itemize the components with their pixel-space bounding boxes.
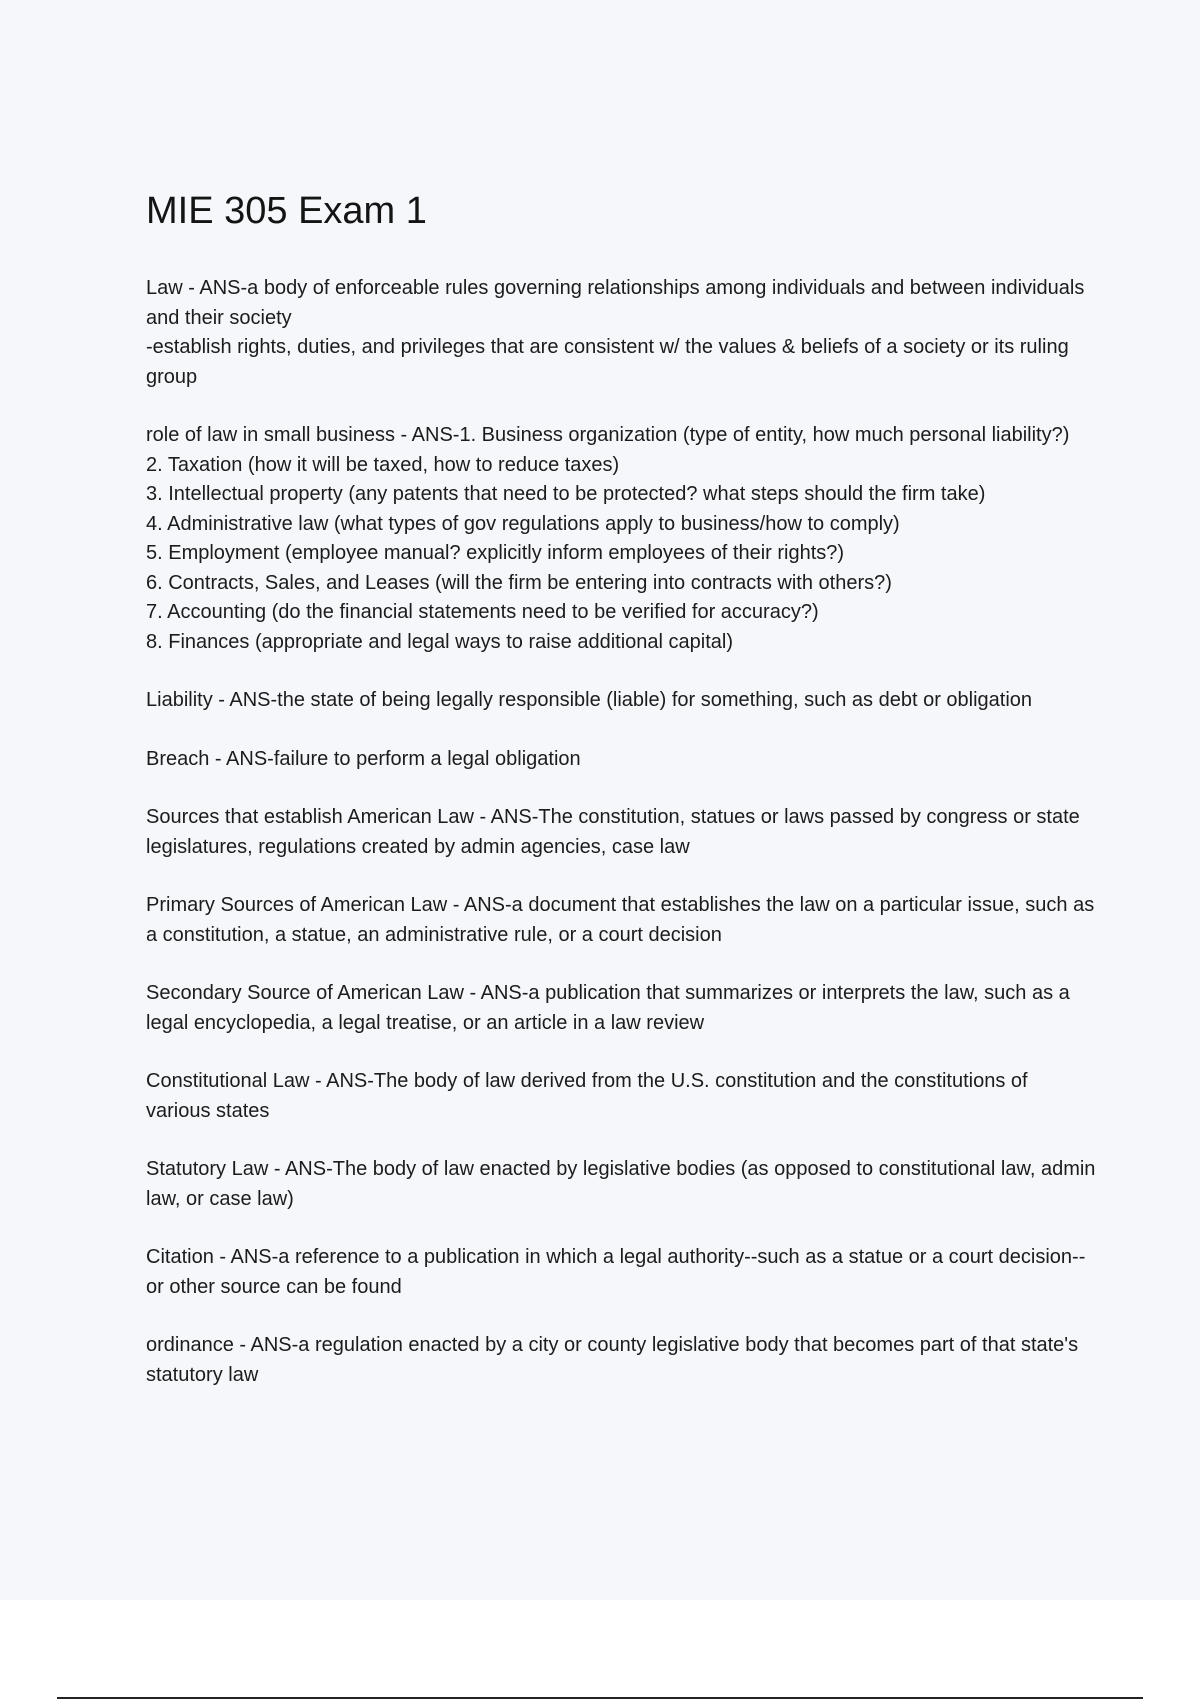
entry-line: Secondary Source of American Law - ANS-a publication that summarizes or interprets the law, such as a legal encyclopedia, a legal treatise, or an article in a law review <box>146 982 1070 1034</box>
entry-line: 8. Finances (appropriate and legal ways to raise additional capital) <box>146 630 734 653</box>
entry-law <box>146 274 1096 392</box>
entry-line: 4. Administrative law (what types of gov regulations apply to business/how to comply) <box>146 512 900 535</box>
document-content <box>146 186 1096 1419</box>
entry-breach <box>146 745 1096 775</box>
entry-line: Statutory Law - ANS-The body of law enacted by legislative bodies (as opposed to constitutional law, admin law, or case law) <box>146 1158 1096 1210</box>
entry-line: Citation - ANS-a reference to a publication in which a legal authority--such as a statue or a court decision-- or other source can be found <box>146 1246 1086 1298</box>
entry-sources-american-law <box>146 803 1096 862</box>
entry-line: 7. Accounting (do the financial statements need to be verified for accuracy?) <box>146 601 819 623</box>
entry-line: Law - ANS-a body of enforceable rules governing relationships among individuals and between individuals and their society <box>146 277 1085 329</box>
footer-divider <box>57 1697 1143 1699</box>
entry-ordinance <box>146 1331 1096 1390</box>
entry-secondary-source <box>146 979 1096 1038</box>
entry-line: Primary Sources of American Law - ANS-a document that establishes the law on a particular issue, such as a constitution, a statue, an administrative rule, or a court decision <box>146 894 1095 946</box>
entry-constitutional-law <box>146 1067 1096 1126</box>
entry-line: -establish rights, duties, and privileges that are consistent w/ the values & beliefs of a society or its ruling group <box>146 336 1069 388</box>
entry-role-of-law <box>146 421 1096 657</box>
entry-line: Constitutional Law - ANS-The body of law derived from the U.S. constitution and the constitutions of various states <box>146 1070 1028 1122</box>
entry-line: 3. Intellectual property (any patents that need to be protected? what steps should the firm take) <box>146 483 986 505</box>
entry-citation <box>146 1243 1096 1302</box>
entry-line: 2. Taxation (how it will be taxed, how to reduce taxes) <box>146 453 620 476</box>
entry-line: Liability - ANS-the state of being legally responsible (liable) for something, such as debt or obligation <box>146 689 1033 711</box>
entry-line: Sources that establish American Law - ANS-The constitution, statues or laws passed by congress or state legislatures, regulations created by admin agencies, case law <box>146 806 1080 858</box>
entry-line: ordinance - ANS-a regulation enacted by a city or county legislative body that becomes part of that state's statutory law <box>146 1334 1079 1386</box>
entry-liability <box>146 686 1096 716</box>
entry-line: 6. Contracts, Sales, and Leases (will the firm be entering into contracts with others?) <box>146 571 892 594</box>
entry-primary-sources <box>146 891 1096 950</box>
entry-line: role of law in small business - ANS-1. Business organization (type of entity, how much personal liability?) <box>146 424 1070 446</box>
entry-line: 5. Employment (employee manual? explicitly inform employees of their rights?) <box>146 542 845 564</box>
entry-statutory-law <box>146 1155 1096 1214</box>
document-title: MIE 305 Exam 1 <box>146 190 427 232</box>
entry-line: Breach - ANS-failure to perform a legal obligation <box>146 747 581 770</box>
